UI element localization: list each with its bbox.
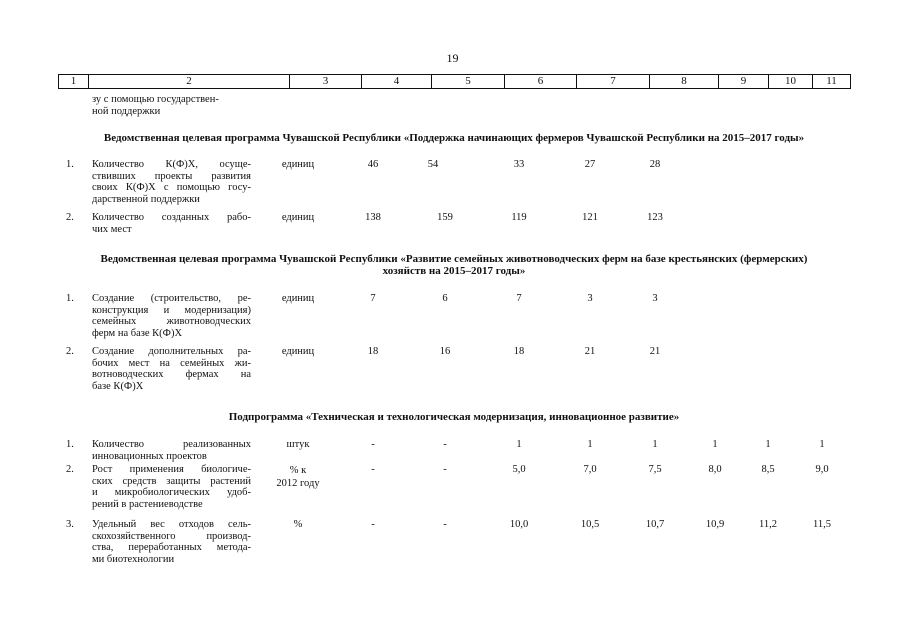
value-col-6: 10,0 <box>509 519 529 530</box>
description-line: дарственной поддержки <box>92 193 200 205</box>
value-col-11: 9,0 <box>815 464 829 475</box>
value-col-4: - <box>371 439 375 450</box>
value-col-7: 3 <box>587 293 593 304</box>
value-col-4: 18 <box>367 346 379 357</box>
section-title-line: Ведомственная целевая программа Чувашской Республики «Поддержка начинающих фермеров Чувашской Республики на 2015–2017 годы» <box>103 132 805 144</box>
description-line: Рост применения биологиче- <box>92 464 251 475</box>
description-line: Количество К(Ф)Х, осуще- <box>92 159 251 170</box>
section-title-family-livestock-farms <box>58 253 850 277</box>
header-col-2: 2 <box>89 75 290 89</box>
value-col-5: 159 <box>437 212 453 223</box>
continuation-line: ной поддержки <box>92 105 161 117</box>
row-description <box>92 346 251 392</box>
value-col-6: 119 <box>511 212 527 223</box>
description-line: семейных животноводческих <box>92 316 251 328</box>
description-line: и микробиологических удоб- <box>92 487 251 499</box>
continuation-line: зу с помощью государствен- <box>92 94 219 105</box>
value-col-9: 1 <box>712 439 718 450</box>
row-unit: единиц <box>281 293 315 304</box>
row-description <box>92 159 251 205</box>
header-col-1: 1 <box>59 75 89 89</box>
description-line: Удельный вес отходов сель- <box>92 519 251 530</box>
section-title-tech-modernization <box>58 411 850 423</box>
header-col-6: 6 <box>505 75 577 89</box>
description-line: инновационных проектов <box>92 450 207 462</box>
continuation-text <box>92 94 251 117</box>
description-line: своих К(Ф)Х с помощью госу- <box>92 182 251 194</box>
unit-line: % к <box>289 465 307 476</box>
value-col-5: - <box>443 439 447 450</box>
column-number-header <box>58 74 851 89</box>
description-line: Создание дополнительных ра- <box>92 346 251 357</box>
value-col-4: - <box>371 464 375 475</box>
row-description <box>92 519 251 565</box>
value-col-4: 138 <box>365 212 381 223</box>
header-col-9: 9 <box>719 75 769 89</box>
row-unit: штук <box>286 439 310 450</box>
description-line: ферм на базе К(Ф)Х <box>92 327 183 339</box>
value-col-4: 7 <box>370 293 376 304</box>
value-col-5: - <box>443 464 447 475</box>
page-number: 19 <box>446 51 459 65</box>
row-description <box>92 464 251 510</box>
value-col-8: 10,7 <box>645 519 665 530</box>
description-line: ских средств защиты растений <box>92 475 251 487</box>
row-description <box>92 293 251 339</box>
row-description <box>92 212 251 235</box>
description-line: ми биотехнологии <box>92 553 175 565</box>
description-line: ства, переработанных метода- <box>92 542 251 554</box>
row-number: 2. <box>66 464 74 475</box>
value-col-7: 7,0 <box>583 464 597 475</box>
value-col-5: 6 <box>442 293 448 304</box>
description-line: вотноводческих фермах на <box>92 369 251 381</box>
description-line: чих мест <box>92 223 132 235</box>
header-col-4: 4 <box>362 75 432 89</box>
row-number: 1. <box>66 439 74 450</box>
value-col-7: 27 <box>584 159 596 170</box>
row-unit: % <box>293 519 303 530</box>
value-col-7: 121 <box>582 212 598 223</box>
value-col-7: 21 <box>584 346 596 357</box>
value-col-6: 1 <box>516 439 522 450</box>
row-unit: единиц <box>281 212 315 223</box>
description-line: Количество реализованных <box>92 439 251 450</box>
row-number: 1. <box>66 159 74 170</box>
value-col-5: - <box>443 519 447 530</box>
description-line: конструкция и модернизация) <box>92 304 251 316</box>
description-line: Количество созданных рабо- <box>92 212 251 223</box>
value-col-11: 1 <box>819 439 825 450</box>
value-col-6: 18 <box>513 346 525 357</box>
value-col-7: 1 <box>587 439 593 450</box>
header-col-5: 5 <box>432 75 505 89</box>
row-number: 3. <box>66 519 74 530</box>
header-col-8: 8 <box>650 75 719 89</box>
value-col-6: 7 <box>516 293 522 304</box>
section-title-line: Ведомственная целевая программа Чувашской Республики «Развитие семейных животноводческих ферм на базе крестьянских (фермерских) <box>100 253 808 265</box>
row-number: 1. <box>66 293 74 304</box>
header-row <box>59 75 851 89</box>
value-col-10: 11,2 <box>759 519 777 530</box>
header-col-10: 10 <box>769 75 813 89</box>
section-title-line: Подпрограмма «Техническая и технологическая модернизация, инновационное развитие» <box>228 411 680 423</box>
row-unit: единиц <box>281 159 315 170</box>
row-unit <box>263 464 333 490</box>
header-col-7: 7 <box>577 75 650 89</box>
value-col-9: 8,0 <box>708 464 722 475</box>
description-line: Создание (строительство, ре- <box>92 293 251 304</box>
unit-line: 2012 году <box>276 478 320 489</box>
value-col-10: 8,5 <box>761 464 775 475</box>
row-number: 2. <box>66 346 74 357</box>
row-number: 2. <box>66 212 74 223</box>
value-col-8: 21 <box>649 346 661 357</box>
header-col-11: 11 <box>813 75 851 89</box>
value-col-4: 46 <box>367 159 379 170</box>
row-description <box>92 439 251 462</box>
value-col-10: 1 <box>765 439 771 450</box>
value-col-6: 5,0 <box>512 464 526 475</box>
header-col-3: 3 <box>290 75 362 89</box>
value-col-11: 11,5 <box>813 519 831 530</box>
description-line: ствивших проекты развития <box>92 170 251 182</box>
value-col-8: 28 <box>649 159 661 170</box>
value-col-8: 3 <box>652 293 658 304</box>
section-title-starting-farmers <box>58 132 850 144</box>
description-line: бочих мест на семейных жи- <box>92 357 251 369</box>
value-col-5: 16 <box>439 346 451 357</box>
value-col-8: 123 <box>647 212 663 223</box>
description-line: скохозяйственного производ- <box>92 530 251 542</box>
value-col-6: 33 <box>513 159 525 170</box>
value-col-8: 1 <box>652 439 658 450</box>
value-col-8: 7,5 <box>648 464 662 475</box>
value-col-4: - <box>371 519 375 530</box>
value-col-5: 54 <box>427 159 439 170</box>
value-col-9: 10,9 <box>705 519 725 530</box>
description-line: рений в растениеводстве <box>92 498 203 510</box>
value-col-7: 10,5 <box>580 519 600 530</box>
section-title-line: хозяйств на 2015–2017 годы» <box>382 265 526 277</box>
row-unit: единиц <box>281 346 315 357</box>
description-line: базе К(Ф)Х <box>92 380 144 392</box>
